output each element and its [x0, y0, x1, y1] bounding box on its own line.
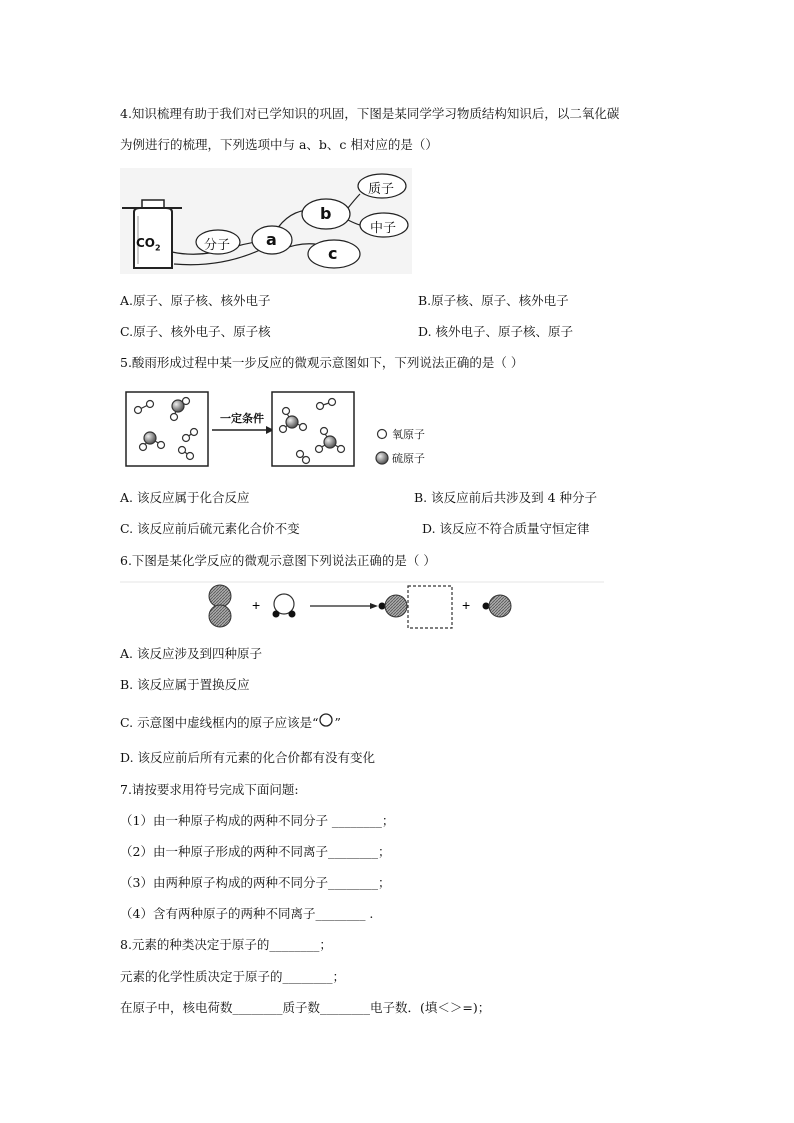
neutron-label: 中子 — [370, 221, 397, 236]
bottle-label: $CO_2$ — [136, 236, 161, 253]
q5-option-b: B. 该反应前后共涉及到 4 种分子 — [414, 490, 598, 505]
proton-label: 质子 — [368, 182, 395, 197]
q7-item-4: （4）含有两种原子的两种不同离子________ . — [120, 906, 374, 921]
q5-option-c: C. 该反应前后硫元素化合价不变 — [120, 521, 300, 536]
sulfur-legend-icon — [376, 452, 388, 464]
q5-option-a: A. 该反应属于化合反应 — [120, 490, 250, 505]
q5-diagram — [120, 388, 440, 470]
plus-sign-1: + — [252, 597, 261, 613]
product-molecule-2-icon — [483, 595, 512, 617]
q6-option-b: B. 该反应属于置换反应 — [120, 677, 250, 692]
q4-option-c: C.原子、核外电子、原子核 — [120, 324, 271, 339]
q6-option-d: D. 该反应前后所有元素的化合价都有没有变化 — [120, 750, 376, 765]
co2-bottle-icon — [122, 200, 182, 268]
q6-option-a: A. 该反应涉及到四种原子 — [120, 646, 262, 661]
q6-diagram-svg — [120, 576, 604, 634]
q4-option-a: A.原子、原子核、核外电子 — [120, 293, 271, 308]
q4-text-line2: 为例进行的梳理，下列选项中与 a、b、c 相对应的是（） — [120, 137, 438, 152]
q8-line3: 在原子中，核电荷数________质子数________电子数．(填＜＞=)； — [120, 1000, 491, 1015]
b-label: b — [320, 204, 332, 223]
q6-option-c-text: C. 示意图中虚线框内的原子应该是“ — [120, 715, 319, 730]
triatomic-molecule-icon — [273, 594, 296, 618]
plus-sign-2: + — [462, 597, 471, 613]
q6-text: 6.下图是某化学反应的微观示意图下列说法正确的是（ ） — [120, 553, 436, 568]
oxygen-legend-label: 氧原子 — [392, 428, 425, 441]
molecule-label: 分子 — [204, 238, 231, 253]
q6-option-c-end: ” — [334, 715, 341, 730]
q4-option-b: B.原子核、原子、核外电子 — [418, 293, 569, 308]
q4-option-d: D. 核外电子、原子核、原子 — [418, 324, 574, 339]
q6-option-c — [120, 713, 341, 731]
q7-item-3: （3）由两种原子构成的两种不同分子________； — [120, 875, 391, 890]
oxygen-legend-icon — [378, 430, 387, 439]
a-label: a — [266, 230, 277, 249]
q4-diagram — [120, 168, 412, 274]
q5-text: 5.酸雨形成过程中某一步反应的微观示意图如下，下列说法正确的是（ ） — [120, 355, 524, 370]
sulfur-legend-label: 硫原子 — [392, 452, 425, 465]
q5-option-d: D. 该反应不符合质量守恒定律 — [422, 521, 590, 536]
q7-text: 7.请按要求用符号完成下面问题: — [120, 782, 299, 797]
q7-item-1: （1）由一种原子构成的两种不同分子 ________； — [120, 813, 395, 828]
q6-diagram — [120, 576, 604, 634]
q8-line2: 元素的化学性质决定于原子的________； — [120, 969, 346, 984]
q7-item-2: （2）由一种原子形成的两种不同离子________； — [120, 844, 391, 859]
white-atom-icon — [318, 713, 334, 729]
q8-line1: 8.元素的种类决定于原子的________； — [120, 937, 332, 952]
diatomic-molecule-icon — [209, 585, 231, 627]
condition-label: 一定条件 — [220, 412, 264, 425]
dashed-box — [408, 586, 452, 628]
product-molecule-icon — [379, 595, 408, 617]
q4-text-line1: 4.知识梳理有助于我们对已学知识的巩固，下图是某同学学习物质结构知识后，以二氧化碳 — [120, 106, 620, 121]
c-label: c — [328, 244, 338, 263]
